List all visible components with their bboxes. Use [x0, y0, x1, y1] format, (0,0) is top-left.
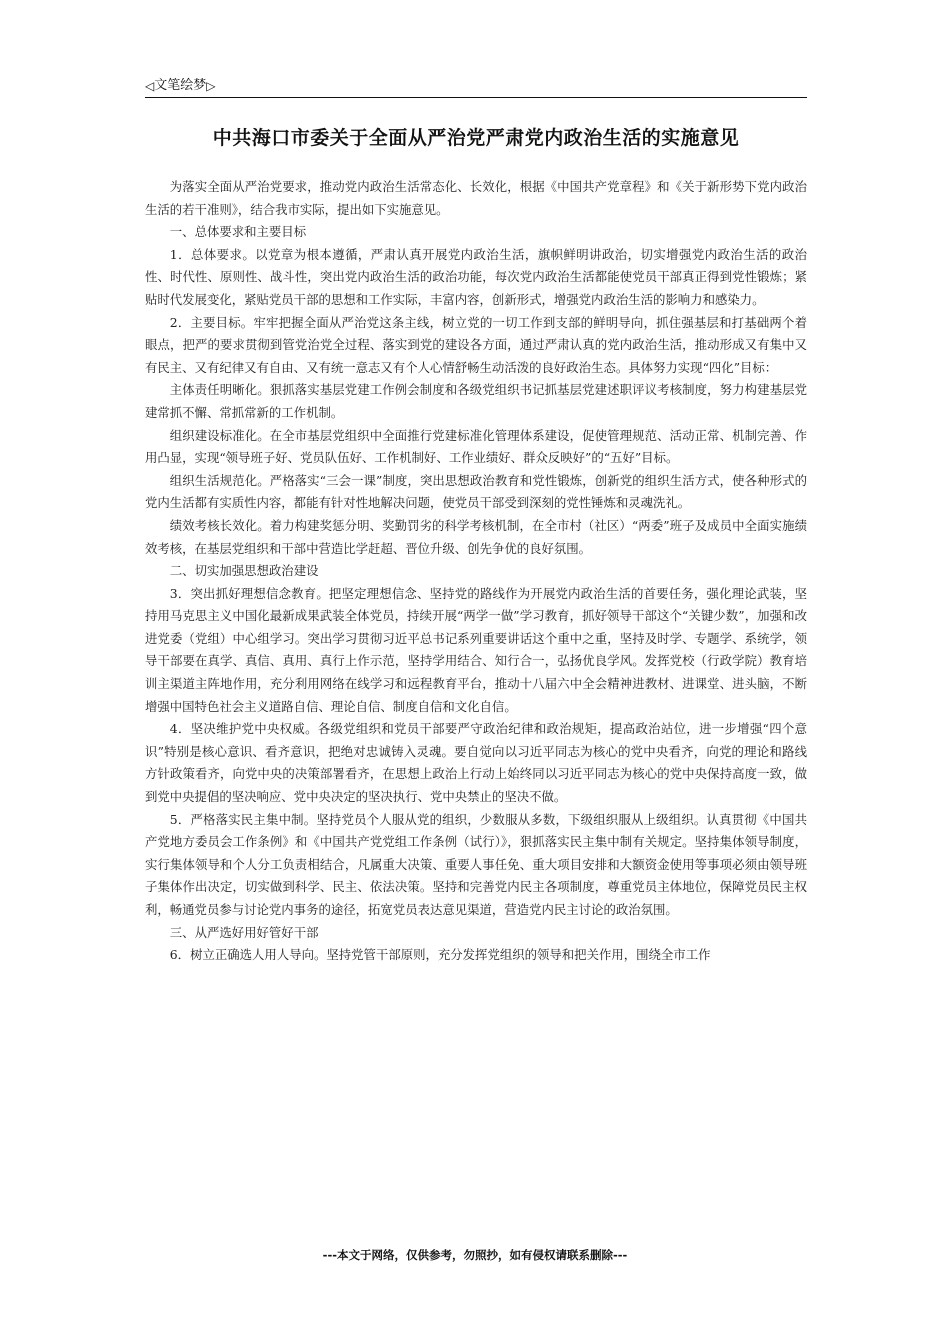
paragraph: 4．坚决维护党中央权威。各级党组织和党员干部要严守政治纪律和政治规矩，提高政治站位，进一步增强“四个意识”特别是核心意识、看齐意识，把绝对忠诚铸入灵魂。要自觉向以习近平同志为核心的党中央看齐，向党的理论和路线方针政策看齐，向党中央的决策部署看齐，在思想上政治上行动上始终同以习近平同志为核心的党中央保持高度一致，做到党中央提倡的坚决响应、党中央决定的坚决执行、党中央禁止的坚决不做。: [145, 721, 807, 805]
paragraph: 组织建设标准化。在全市基层党组织中全面推行党建标准化管理体系建设，促使管理规范、活动正常、机制完善、作用凸显，实现“领导班子好、党员队伍好、工作机制好、工作业绩好、群众反映好”的“五好”目标。: [145, 427, 807, 466]
page-header: [145, 75, 807, 98]
page-footer-disclaimer: ---本文于网络，仅供参考，勿照抄，如有侵权请联系删除---: [322, 1248, 628, 1262]
paragraph: 主体责任明晰化。狠抓落实基层党建工作例会制度和各级党组织书记抓基层党建述职评议考核制度，努力构建基层党建常抓不懈、常抓常新的工作机制。: [145, 382, 807, 420]
paragraph: 2．主要目标。牢牢把握全面从严治党这条主线，树立党的一切工作到支部的鲜明导向，抓住强基层和打基础两个着眼点，把严的要求贯彻到管党治党全过程、落实到党的建设各方面，通过严肃认真的党内政治生活，推动形成又有集中又有民主、又有纪律又有自由、又有统一意志又有个人心情舒畅生动活泼的良好政治生态。具体努力实现“四化”目标：: [145, 314, 807, 375]
paragraph: 5．严格落实民主集中制。坚持党员个人服从党的组织，少数服从多数，下级组织服从上级组织。认真贯彻《中国共产党地方委员会工作条例》和《中国共产党党组工作条例（试行）》，狠抓落实民主集中制有关规定。坚持集体领导制度，实行集体领导和个人分工负责相结合，凡属重大决策、重要人事任免、重大项目安排和大额资金使用等事项必须由领导班子集体作出决定，切实做到科学、民主、依法决策。坚持和完善党内民主各项制度，尊重党员主体地位，保障党员民主权利，畅通党员参与讨论党内事务的途径，拓宽党员表达意见渠道，营造党内民主讨论的政治氛围。: [145, 811, 807, 917]
right-triangle-icon: ▷: [206, 79, 216, 93]
paragraph: 1．总体要求。以党章为根本遵循，严肃认真开展党内政治生活，旗帜鲜明讲政治，切实增强党内政治生活的政治性、时代性、原则性、战斗性，突出党内政治生活的政治功能，每次党内政治生活都能使党员干部真正得到党性锻炼；紧贴时代发展变化，紧贴党员干部的思想和工作实际，丰富内容，创新形式，增强党内政治生活的影响力和感染力。: [145, 246, 807, 307]
section-heading: 三、从严选好用好管好干部: [169, 924, 319, 940]
paragraph: 组织生活规范化。严格落实“三会一课”制度，突出思想政治教育和党性锻炼，创新党的组织生活方式，使各种形式的党内生活都有实质性内容，都能有针对性地解决问题，使党员干部受到深刻的党性锤炼和灵魂洗礼。: [145, 472, 807, 511]
paragraph: 绩效考核长效化。着力构建奖惩分明、奖勤罚劣的科学考核机制，在全市村（社区）“两委”班子及成员中全面实施绩效考核，在基层党组织和干部中营造比学赶超、晋位升级、创先争优的良好氛围。: [145, 517, 807, 556]
document-body: [145, 176, 807, 967]
document-title: 中共海口市委关于全面从严治党严肃党内政治生活的实施意见: [212, 127, 740, 149]
paragraph: 为落实全面从严治党要求，推动党内政治生活常态化、长效化，根据《中国共产党章程》和《关于新形势下党内政治生活的若干准则》，结合我市实际，提出如下实施意见。: [145, 179, 807, 217]
paragraph: 6．树立正确选人用人导向。坚持党管干部原则，充分发挥党组织的领导和把关作用，围绕全市工作: [169, 947, 711, 963]
section-heading: 一、总体要求和主要目标: [169, 224, 307, 240]
paragraph: 3．突出抓好理想信念教育。把坚定理想信念、坚持党的路线作为开展党内政治生活的首要任务，强化理论武装，坚持用马克思主义中国化最新成果武装全体党员，持续开展“两学一做”学习教育，抓好领导干部这个“关键少数”，加强和改进党委（党组）中心组学习。突出学习贯彻习近平总书记系列重要讲话这个重中之重，坚持及时学、专题学、系统学，领导干部要在真学、真信、真用、真行上作示范，坚持学用结合、知行合一，弘扬优良学风。发挥党校（行政学院）教育培训主渠道主阵地作用，充分利用网络在线学习和远程教育平台，推动十八届六中全会精神进教材、进课堂、进头脑，不断增强中国特色社会主义道路自信、理论自信、制度自信和文化自信。: [145, 585, 807, 714]
header-text: 文笔绘梦: [154, 78, 207, 93]
left-triangle-icon: ◁: [145, 79, 155, 93]
section-heading: 二、切实加强思想政治建设: [169, 563, 319, 579]
